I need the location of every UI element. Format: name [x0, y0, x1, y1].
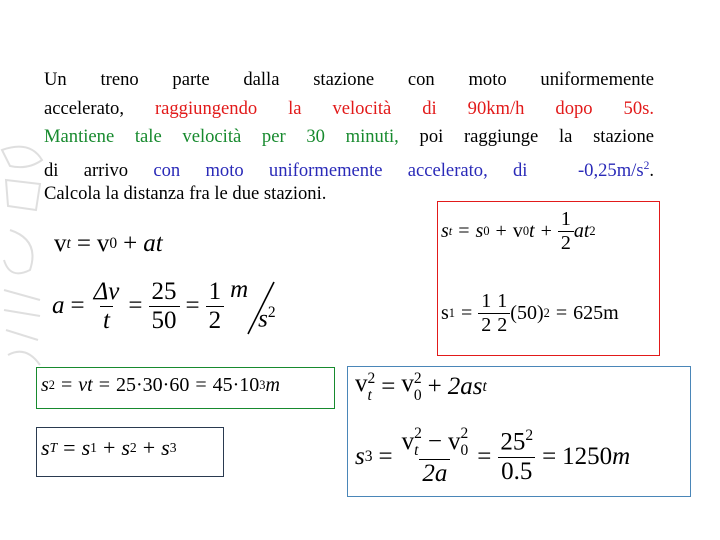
text-segment: di arrivo: [44, 159, 129, 181]
sup-sub: [414, 370, 422, 404]
symbol: v: [401, 428, 415, 456]
formula-velocity-squared: [355, 370, 487, 404]
problem-line-2: [44, 95, 654, 124]
problem-line-1: Un treno parte dalla stazione con moto uniformemente: [44, 69, 654, 90]
symbol: at: [143, 230, 163, 257]
symbol: s: [441, 220, 449, 242]
subscript: t: [367, 387, 372, 405]
subscript: 1: [448, 306, 455, 320]
numerator: [399, 425, 472, 459]
text-segment: .: [649, 159, 654, 181]
equals: =: [185, 292, 200, 319]
equals: =: [63, 435, 76, 460]
symbol: s: [355, 442, 365, 470]
denominator: 2: [558, 231, 574, 255]
plus: +: [540, 220, 552, 242]
seal-watermark: [0, 140, 45, 380]
exponent: 2: [413, 370, 422, 387]
denominator: 2: [478, 313, 494, 337]
text-segment-blue: -0,25m/s: [577, 159, 644, 181]
equals: =: [461, 302, 473, 324]
symbol: v: [355, 370, 368, 397]
subscript: 1: [90, 440, 97, 455]
text-segment-blue: con moto uniformemente accelerato, di: [153, 159, 528, 181]
subscript: 2: [129, 440, 137, 455]
minus: −: [427, 428, 442, 456]
equals: =: [195, 374, 207, 396]
symbol: s: [441, 302, 449, 324]
formula-s2: [41, 374, 280, 397]
fraction: [497, 427, 536, 485]
subscript: t: [482, 378, 487, 396]
formula-acceleration: [52, 276, 290, 336]
term: (50): [510, 302, 544, 324]
equals: =: [76, 230, 91, 257]
unit-numerator: m: [230, 276, 249, 303]
plus: +: [123, 230, 138, 257]
result: 625m: [573, 302, 619, 324]
fraction: [478, 290, 494, 337]
equals: =: [381, 373, 396, 401]
equals: =: [458, 220, 470, 242]
exponent: 2: [643, 159, 650, 172]
equals: =: [128, 292, 143, 319]
subscript: t: [414, 442, 419, 460]
plus: +: [102, 435, 116, 460]
unit-denominator: [258, 304, 275, 333]
symbol: a: [52, 292, 65, 319]
symbol: s: [161, 435, 170, 460]
formula-velocity: [54, 230, 163, 258]
symbol: v: [401, 370, 414, 397]
text-segment-green: Mantiene tale velocità per 30 minuti,: [44, 126, 399, 148]
subscript: T: [49, 440, 58, 455]
subscript: 0: [522, 224, 530, 238]
fraction: [494, 290, 510, 337]
subscript: 0: [460, 442, 469, 460]
plus: +: [142, 435, 156, 460]
subscript: 0: [483, 224, 490, 238]
equals: =: [70, 292, 85, 319]
fraction: [206, 278, 225, 335]
formula-sT: [41, 435, 177, 461]
exponent: 2: [525, 427, 534, 445]
result: 1250: [562, 442, 613, 470]
symbol: s: [41, 374, 49, 396]
denominator: 0.5: [498, 457, 535, 486]
symbol: s: [475, 220, 484, 242]
equals: =: [98, 374, 110, 396]
denominator: 2: [494, 313, 510, 337]
exponent: 2: [414, 425, 422, 442]
exponent: 2: [267, 304, 276, 321]
denominator: 2: [206, 306, 225, 335]
exponent: 2: [460, 425, 469, 442]
fraction: [399, 425, 472, 488]
symbol: v: [54, 230, 67, 257]
subscript: t: [66, 235, 71, 252]
subscript: 2: [48, 378, 55, 392]
numerator: 25: [151, 277, 177, 305]
term: 2as: [447, 373, 483, 401]
term: vt: [78, 374, 93, 396]
formula-s1: [441, 290, 619, 337]
term: 25·30·60: [116, 374, 190, 396]
unit: m: [612, 442, 631, 470]
denominator: t: [100, 306, 113, 335]
unit-slash-fraction: [228, 276, 290, 336]
symbol: [401, 370, 421, 404]
symbol: v: [512, 220, 523, 242]
subscript: t: [448, 224, 453, 238]
numerator: Δv: [93, 277, 120, 305]
plus: +: [495, 220, 507, 242]
symbol: s: [81, 435, 91, 460]
problem-line-4: [44, 152, 654, 181]
text-segment-red: raggiungendo la velocità di 90km/h dopo 50s.: [154, 97, 654, 119]
numerator: 1: [560, 208, 571, 230]
denominator: 2a: [419, 459, 450, 488]
symbol: s: [121, 435, 130, 460]
fraction: [149, 278, 180, 335]
sup-sub: [368, 370, 376, 404]
numerator: [497, 427, 536, 456]
problem-line-5: Calcola la distanza fra le due stazioni.: [44, 183, 327, 205]
numerator: 1: [208, 277, 222, 305]
subscript: 0: [413, 387, 422, 405]
subscript: 3: [364, 447, 373, 465]
term: 45·10: [212, 374, 260, 396]
numerator: 1: [481, 290, 492, 312]
equals: =: [477, 442, 492, 470]
formula-s3: [355, 425, 630, 488]
symbol: at: [573, 220, 590, 242]
unit: m: [265, 374, 280, 396]
problem-text: [44, 66, 654, 209]
plus: +: [427, 373, 442, 401]
subscript: 0: [109, 235, 118, 252]
symbol: t: [529, 220, 535, 242]
fraction: [91, 278, 123, 335]
sup-sub: [460, 425, 468, 459]
text-segment: accelerato,: [44, 97, 124, 119]
exponent: 2: [589, 224, 596, 238]
exponent: 2: [543, 306, 550, 320]
symbol: v: [96, 230, 110, 257]
symbol: s: [258, 305, 268, 333]
subscript: 3: [169, 440, 177, 455]
equals: =: [378, 442, 393, 470]
sup-sub: [414, 425, 422, 459]
problem-line-3: [44, 123, 654, 152]
formula-position: [441, 208, 596, 255]
text-segment: poi raggiunge la stazione: [419, 126, 654, 148]
numerator: 1: [497, 290, 508, 312]
equals: =: [61, 374, 73, 396]
symbol: v: [447, 428, 461, 456]
symbol: s: [41, 435, 50, 460]
exponent: 2: [367, 370, 376, 387]
equals: =: [555, 302, 568, 324]
symbol: [355, 370, 375, 404]
denominator: 50: [149, 306, 180, 335]
fraction: [558, 208, 574, 255]
equals: =: [542, 442, 557, 470]
term: 25: [500, 428, 526, 456]
exponent: 3: [259, 378, 266, 392]
